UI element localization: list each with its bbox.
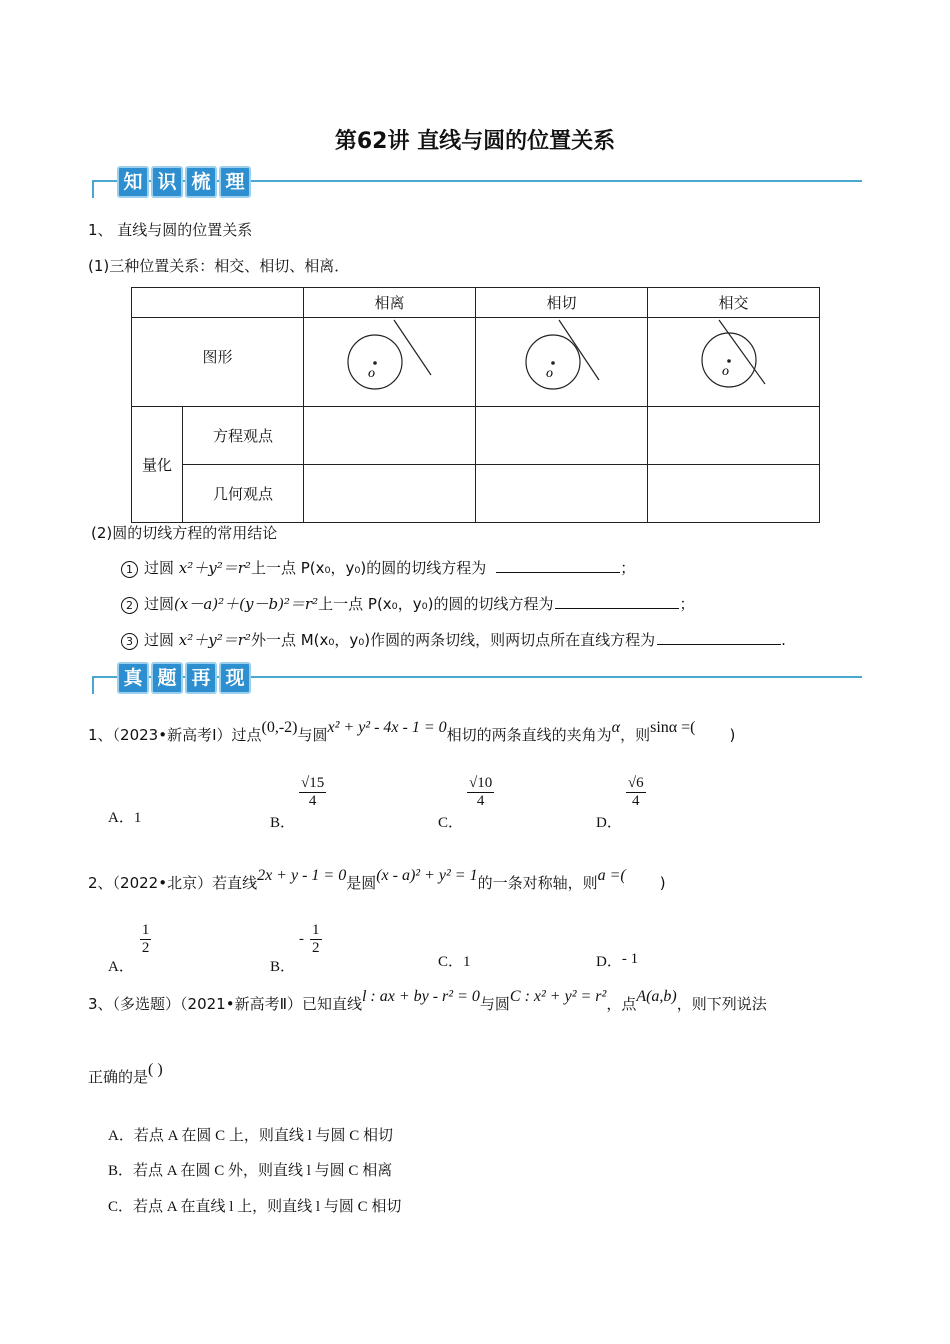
circled-number-1: 1 [121,561,138,578]
tangent-item-3: 3 过圆 x²＋y²＝r²外一点 M(x₀，y₀)作圆的两条切线，则两切点所在直线方程为 . [121,629,786,650]
question-3: 3、（多选题）（2021•新高考Ⅱ）已知直线l : ax + by - r² = 0与圆C : x² + y² = r²，点A(a,b)，则下列说法 [88,988,767,1013]
circle-line-tangent-diagram [476,318,648,402]
cell-geo-intersect [648,465,820,523]
col-header-tangent: 相切 [476,288,648,318]
answer-blank[interactable] [555,594,679,609]
figure-separate [304,318,476,407]
tangent-item-2: 2 过圆(x－a)²＋(y－b)²＝r²上一点 P(x₀，y₀)的圆的切线方程为 ； [121,593,694,614]
table-corner [132,288,304,318]
section-divider-tick [92,180,94,198]
cell-eq-separate [304,407,476,465]
figure-intersect [648,318,820,407]
q2-option-a[interactable]: A． $\frac{1}{2}$ [108,922,150,975]
svg-text:o: o [368,366,375,381]
q2-option-d[interactable]: D．- 1 [596,951,639,970]
section-divider-tick [92,676,94,694]
svg-text:o: o [722,364,729,379]
relations-table [131,287,820,523]
circle-line-intersect-diagram [648,318,820,402]
q1-option-d[interactable]: D． $\frac{√6}{4}$ [596,775,644,831]
question-3-continued: 正确的是( ) [88,1061,163,1086]
figure-tangent [476,318,648,407]
row-label-quantify: 量化 [132,407,183,523]
circled-number-3: 3 [121,633,138,650]
circle-line-separate-diagram [304,318,476,402]
q3-option-b[interactable]: B．若点 A 在圆 C 外，则直线 l 与圆 C 相离 [108,1163,393,1179]
q1-option-a[interactable]: A．1 [108,810,142,826]
question-2: 2、（2022•北京）若直线2x + y - 1 = 0是圆(x - a)² + y² = 1的一条对称轴，则a =( ) [88,867,666,892]
q1-option-b[interactable]: B． $\frac{√15}{4}$ [270,775,325,831]
cell-geo-separate [304,465,476,523]
section-heading: 1、 直线与圆的位置关系 [88,221,253,239]
tangent-item-1: 1 过圆 x²＋y²＝r²上一点 P(x₀，y₀)的圆的切线方程为 ； [121,557,635,578]
col-header-separate: 相离 [304,288,476,318]
row-label-geometry: 几何观点 [183,465,304,523]
q3-option-c[interactable]: C．若点 A 在直线 l 上，则直线 l 与圆 C 相切 [108,1199,402,1215]
subheading-tangent-conclusions: (2)圆的切线方程的常用结论 [91,524,278,542]
question-1: 1、（2023•新高考Ⅰ）过点(0,-2)与圆x² + y² - 4x - 1 = 0相切的两条直线的夹角为α，则sinα =( ) [88,719,736,744]
cell-eq-intersect [648,407,820,465]
cell-eq-tangent [476,407,648,465]
subheading-relations: (1)三种位置关系：相交、相切、相离． [88,257,350,275]
page-title: 第62讲 直线与圆的位置关系 [334,129,616,154]
q1-option-c[interactable]: C． $\frac{√10}{4}$ [438,775,493,831]
cell-geo-tangent [476,465,648,523]
section-banner-knowledge: 知 识 梳 理 [117,166,251,198]
col-header-intersect: 相交 [648,288,820,318]
q2-option-c[interactable]: C．1 [438,954,471,970]
q2-option-b[interactable]: B．- $\frac{1}{2}$ [270,922,320,975]
circled-number-2: 2 [121,597,138,614]
row-label-equation: 方程观点 [183,407,304,465]
svg-text:o: o [546,366,553,381]
section-banner-past-exams: 真 题 再 现 [117,662,251,694]
q3-option-a[interactable]: A．若点 A 在圆 C 上，则直线 l 与圆 C 相切 [108,1128,394,1144]
row-label-figure: 图形 [132,318,304,407]
answer-blank[interactable] [657,630,781,645]
answer-blank[interactable] [496,558,620,573]
